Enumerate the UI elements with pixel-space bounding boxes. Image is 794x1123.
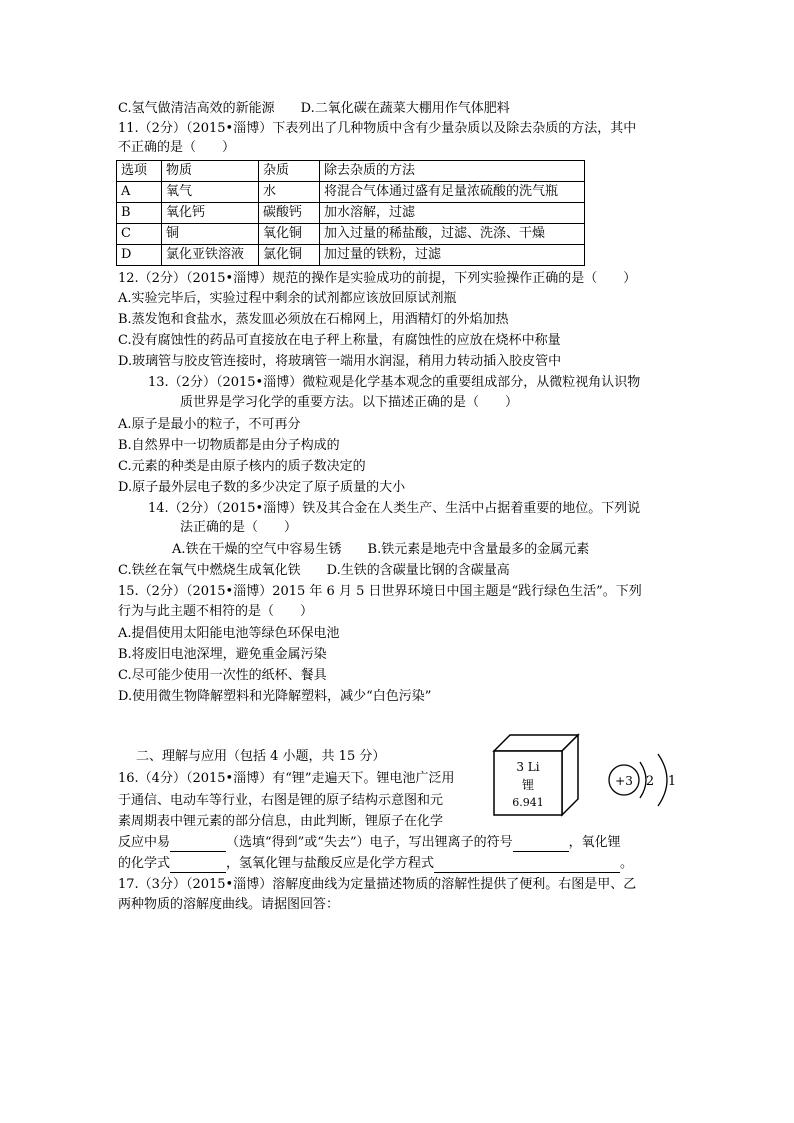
table-row [117, 245, 585, 266]
question-11-stem-cont: 不正确的是（ ） [118, 140, 236, 155]
shell-1-electrons: 2 [645, 774, 655, 789]
option-line-c-d: C.氢气做清洁高效的新能源 D.二氧化碳在蔬菜大棚用作气体肥料 [118, 101, 510, 116]
question-16-fill-line1 [118, 834, 621, 852]
shell-2-electrons: 1 [667, 774, 677, 789]
table-cell: 碳酸钙 [259, 203, 320, 224]
table-header-cell: 物质 [162, 161, 259, 182]
answer-blank-equation[interactable] [434, 858, 620, 873]
question-12-stem: 12.（2分）（2015•淄博）规范的操作是实验成功的前提，下列实验操作正确的是（ ） [118, 271, 637, 286]
nucleus-charge: +3 [615, 774, 633, 788]
question-15-option-c: C.尽可能少使用一次性的纸杯、餐具 [118, 668, 327, 683]
question-16-fill-line2 [118, 855, 633, 873]
question-11-stem: 11.（2分）（2015•淄博）下表列出了几种物质中含有少量杂质以及除去杂质的方法，其中 [118, 121, 637, 136]
question-13-stem-cont: 质世界是学习化学的重要方法。以下描述正确的是（ ） [180, 395, 519, 410]
question-16-stem: 16.（4分）（2015•淄博）有“锂”走遍天下。锂电池广泛用 [118, 771, 455, 786]
table-cell: 加水溶解，过滤 [320, 203, 585, 224]
question-14-stem: 14.（2分）（2015•淄博）铁及其合金在人类生产、生活中占据着重要的地位。下列说 [148, 501, 641, 516]
question-16-stem-line3: 素周期表中锂元素的部分信息，由此判断，锂原子在化学 [118, 814, 444, 829]
question-16-stem-line2: 于通信、电动车等行业，右图是锂的原子结构示意图和元 [118, 793, 444, 808]
question-17-stem: 17.（3分）（2015•淄博）溶解度曲线为定量描述物质的溶解性提供了便利。右图是甲、乙 [118, 877, 637, 892]
question-12-option-c: C.没有腐蚀性的药品可直接放在电子秤上称量，有腐蚀性的应放在烧杯中称量 [118, 333, 561, 348]
question-12-option-d: D.玻璃管与胶皮管连接时，将玻璃管一端用水润湿，稍用力转动插入胶皮管中 [118, 354, 562, 369]
table-cell: 氧化钙 [162, 203, 259, 224]
table-cell: 氯化亚铁溶液 [162, 245, 259, 266]
question-16-text: 反应中易 [118, 835, 171, 850]
question-14-options-c-d: C.铁丝在氧气中燃烧生成氧化铁 D.生铁的含碳量比钢的含碳量高 [118, 563, 510, 578]
question-17-stem-cont: 两种物质的溶解度曲线。请据图回答： [118, 897, 340, 912]
question-13-option-b: B.自然界中一切物质都是由分子构成的 [118, 438, 340, 453]
question-15-option-a: A.提倡使用太阳能电池等绿色环保电池 [118, 626, 340, 641]
section-2-heading: 二、理解与应用（包括 4 小题，共 15 分） [136, 749, 386, 764]
table-cell: 氯化铜 [259, 245, 320, 266]
table-row [117, 182, 585, 203]
table-header-cell: 除去杂质的方法 [320, 161, 585, 182]
question-12-option-a: A.实验完毕后，实验过程中剩余的试剂都应该放回原试剂瓶 [118, 291, 457, 306]
question-16-text: ，氧化锂 [568, 835, 621, 850]
table-cell: C [117, 224, 162, 245]
table-cell: 加过量的铁粉，过滤 [320, 245, 585, 266]
table-header-cell: 杂质 [259, 161, 320, 182]
question-16-text: 。 [620, 856, 634, 871]
lithium-element-tile [492, 733, 584, 817]
answer-blank-lithium-oxide[interactable] [170, 858, 226, 873]
table-cell: 氧化铜 [259, 224, 320, 245]
question-16-text: 的化学式 [118, 856, 171, 871]
table-cell: 水 [259, 182, 320, 203]
table-cell: 加入过量的稀盐酸，过滤、洗涤、干燥 [320, 224, 585, 245]
table-cell: 将混合气体通过盛有足量浓硫酸的洗气瓶 [320, 182, 585, 203]
element-number-symbol: 3 Li [516, 760, 540, 774]
table-row [117, 203, 585, 224]
table-cell: B [117, 203, 162, 224]
answer-blank-lithium-ion[interactable] [513, 837, 569, 852]
answer-blank-gain-lose[interactable] [170, 837, 226, 852]
table-cell: A [117, 182, 162, 203]
question-14-stem-cont: 法正确的是（ ） [180, 520, 298, 535]
table-cell: 铜 [162, 224, 259, 245]
question-13-option-a: A.原子是最小的粒子，不可再分 [118, 417, 301, 432]
question-13-stem: 13.（2分）（2015•淄博）微粒观是化学基本观念的重要组成部分，从微粒视角认识物 [148, 375, 641, 390]
lithium-atom-structure-diagram [606, 746, 682, 814]
question-16-text: ，氢氧化锂与盐酸反应是化学方程式 [226, 856, 435, 871]
question-15-option-b: B.将废旧电池深埋，避免重金属污染 [118, 647, 327, 662]
question-13-option-d: D.原子最外层电子数的多少决定了原子质量的大小 [118, 480, 406, 495]
question-15-option-d: D.使用微生物降解塑料和光降解塑料，减少“白色污染” [118, 689, 432, 704]
table-cell: D [117, 245, 162, 266]
question-13-option-c: C.元素的种类是由原子核内的质子数决定的 [118, 459, 366, 474]
question-16-text: （选填“得到”或“失去”）电子，写出锂离子的符号 [226, 835, 513, 850]
table-row [117, 224, 585, 245]
question-14-options-a-b: A.铁在干燥的空气中容易生锈 B.铁元素是地壳中含量最多的金属元素 [172, 542, 590, 557]
table-header-cell: 选项 [117, 161, 162, 182]
table-header-row [117, 161, 585, 182]
table-cell: 氧气 [162, 182, 259, 203]
question-15-stem-cont: 行为与此主题不相符的是（ ） [118, 604, 314, 619]
question-15-stem: 15.（2分）（2015•淄博）2015 年 6 月 5 日世界环境日中国主题是“践行绿色生活”。下列 [118, 584, 642, 599]
element-atomic-mass: 6.941 [512, 796, 544, 809]
element-name: 锂 [521, 778, 535, 792]
question-12-option-b: B.蒸发饱和食盐水，蒸发皿必须放在石棉网上，用酒精灯的外焰加热 [118, 312, 509, 327]
impurity-table [116, 160, 585, 266]
